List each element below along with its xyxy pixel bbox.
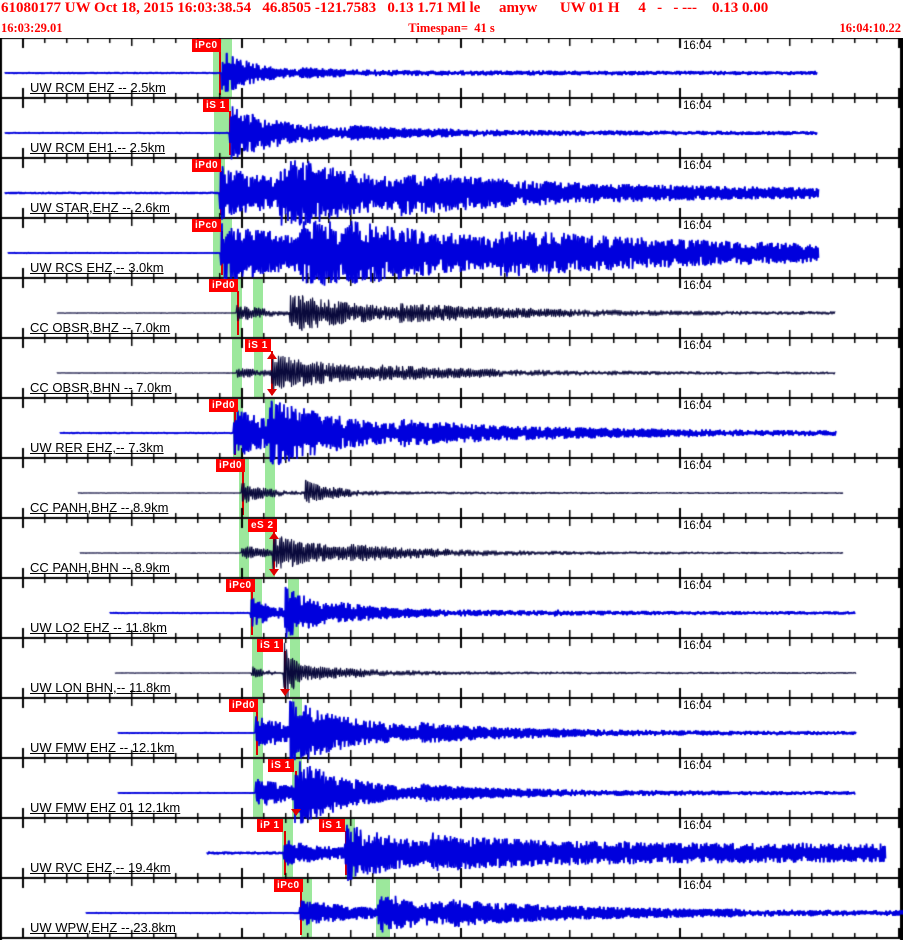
minute-mark-label: 16:04 — [683, 580, 712, 592]
pick-marker-triangle-down — [267, 389, 277, 396]
station-channel-label: CC PANH,BHZ -- 8.9km — [30, 500, 169, 515]
phase-pick-flag[interactable]: iP 1 — [257, 819, 283, 832]
phase-pick-flag[interactable]: iS 1 — [268, 759, 294, 772]
minute-mark-label: 16:04 — [683, 340, 712, 352]
phase-pick-flag[interactable]: iPd0 — [209, 399, 238, 412]
phase-pick-flag[interactable]: iS 1 — [245, 339, 271, 352]
pick-marker-triangle-down — [280, 689, 290, 696]
pick-marker-triangle-up — [269, 532, 279, 539]
station-channel-label: CC OBSR,BHZ -- 7.0km — [30, 320, 171, 335]
pick-marker-triangle-up — [267, 352, 277, 359]
minute-mark-label: 16:04 — [683, 220, 712, 232]
phase-pick-flag[interactable]: iS 1 — [203, 99, 229, 112]
phase-pick-flag[interactable]: eS 2 — [248, 519, 277, 532]
minute-mark-label: 16:04 — [683, 640, 712, 652]
station-channel-label: UW LON BHN,-- 11.8km — [30, 680, 171, 695]
minute-mark-label: 16:04 — [683, 700, 712, 712]
station-channel-label: CC OBSR,BHN -- 7.0km — [30, 380, 172, 395]
pick-marker-triangle-down — [291, 809, 301, 816]
phase-pick-flag[interactable]: iPd0 — [192, 159, 221, 172]
minute-mark-label: 16:04 — [683, 400, 712, 412]
event-summary-line: 61080177 UW Oct 18, 2015 16:03:38.54 46.8505 -121.7583 0.13 1.71 Ml le amyw UW 01 H 4 - - --- 0.13 0.00 — [1, 0, 769, 16]
minute-mark-label: 16:04 — [683, 520, 712, 532]
station-channel-label: CC PANH,BHN -- 8.9km — [30, 560, 170, 575]
station-channel-label: UW RCM EH1.-- 2.5km — [30, 140, 166, 155]
phase-pick-flag[interactable]: iS 1 — [257, 639, 283, 652]
phase-pick-flag[interactable]: iPc0 — [192, 219, 221, 232]
station-channel-label: UW RVC EHZ,-- 19.4km — [30, 860, 171, 875]
minute-mark-label: 16:04 — [683, 40, 712, 52]
phase-pick-flag[interactable]: iPd0 — [229, 699, 258, 712]
minute-mark-label: 16:04 — [683, 820, 712, 832]
minute-mark-label: 16:04 — [683, 760, 712, 772]
timespan-label: Timespan= 41 s — [408, 21, 495, 35]
phase-pick-flag[interactable]: iPc0 — [274, 879, 303, 892]
minute-mark-label: 16:04 — [683, 280, 712, 292]
phase-pick-flag[interactable]: iPc0 — [226, 579, 255, 592]
station-channel-label: UW FMW EHZ -- 12.1km — [30, 740, 175, 755]
phase-pick-flag[interactable]: iPc0 — [192, 39, 221, 52]
phase-pick-flag[interactable]: iPd0 — [216, 459, 245, 472]
window-end-time: 16:04:10.22 — [839, 21, 901, 35]
station-channel-label: UW RCS EHZ,-- 3.0km — [30, 260, 164, 275]
station-channel-label: UW RCM EHZ -- 2.5km — [30, 80, 166, 95]
minute-mark-label: 16:04 — [683, 880, 712, 892]
minute-mark-label: 16:04 — [683, 460, 712, 472]
phase-pick-flag[interactable]: iS 1 — [319, 819, 345, 832]
station-channel-label: UW WPW,EHZ -- 23.8km — [30, 920, 176, 935]
minute-mark-label: 16:04 — [683, 160, 712, 172]
station-channel-label: UW STAR,EHZ -- 2.6km — [30, 200, 170, 215]
station-channel-label: UW RER EHZ,-- 7.3km — [30, 440, 164, 455]
event-header — [0, 0, 903, 38]
phase-pick-flag[interactable]: iPd0 — [209, 279, 238, 292]
pick-marker-triangle-down — [269, 569, 279, 576]
window-start-time: 16:03:29.01 — [1, 21, 63, 35]
minute-mark-label: 16:04 — [683, 100, 712, 112]
station-channel-label: UW LO2 EHZ -- 11.8km — [30, 620, 168, 635]
station-channel-label: UW FMW EHZ 01 12.1km — [30, 800, 181, 815]
